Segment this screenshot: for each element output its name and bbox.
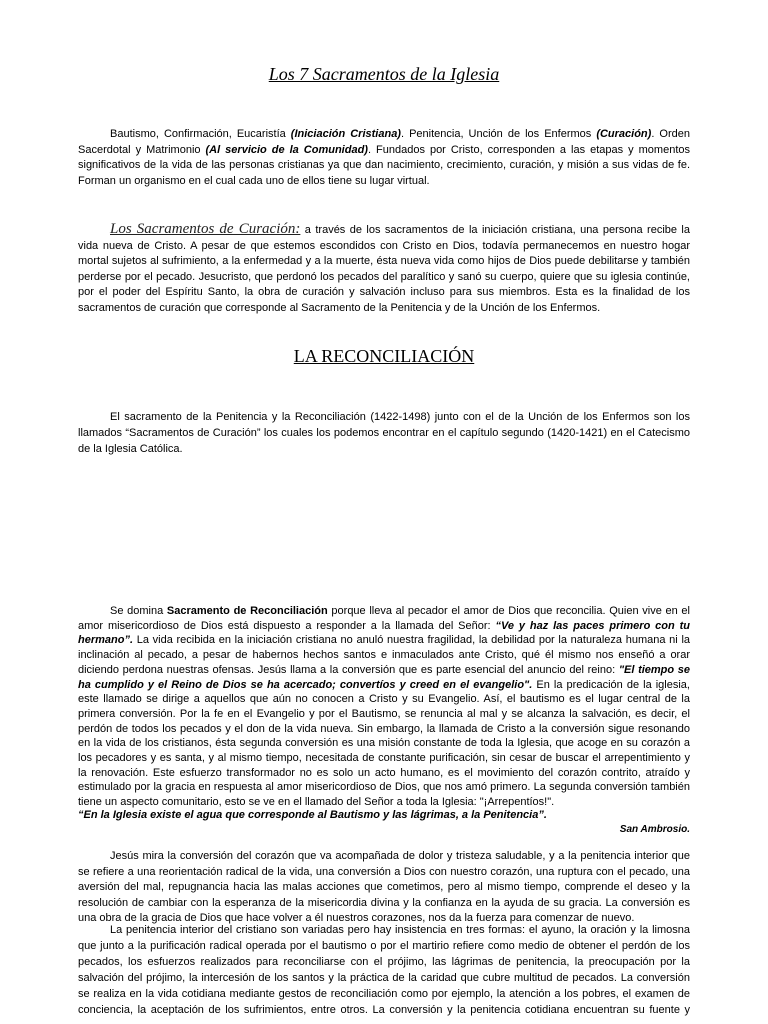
body-emphasis-quote: "El tiempo se ha cumplido y el Reino de Dios se ha acercado; convertíos y creed en el evangelio". xyxy=(78,663,691,691)
healing-sacraments-lead: Los Sacramentos de Curación: xyxy=(110,221,301,237)
intro-text: . Fundados por Cristo, corresponden a las etapas y momentos significativos de la vida de las personas cristianas ya que dan nacimiento, crecimiento, curación, y misión a sus vidas de fe. Forman un organismo en el cual cada uno de ellos tiene su lugar virtual. xyxy=(78,143,690,187)
healing-sacraments-text: a través de los sacramentos de la iniciación cristiana, una persona recibe la vida nueva de Cristo. A pesar de que estemos escondidos con Cristo en Dios, todavía permanecemos en nuestro hogar mortal sujetos al sufrimiento, a la enfermedad y a la muerte, ésta nueva vida como hijos de Dios puede debilitarse y también perderse por el pecado. Jesucristo, que perdonó los pecados del paralítico y sanó su cuerpo, quiere que su iglesia continúe, por el poder del Espíritu Santo, la obra de curación y salvación incluso para sus miembros. Esta es la finalidad de los sacramentos de curación que corresponde al Sacramento de la Penitencia y de la Unción de los Enfermos. xyxy=(78,224,690,314)
reconciliation-body-paragraph xyxy=(78,604,690,810)
intro-text: Bautismo, Confirmación, Eucaristía xyxy=(110,128,291,140)
quote-author: San Ambrosio. xyxy=(619,824,690,835)
intro-text: . Orden Sacerdotal y Matrimonio xyxy=(78,128,690,156)
penance-paragraph: La penitencia interior del cristiano son variadas pero hay insistencia en tres formas: el ayuno, la oración y la limosna que junto a la purificación radical operada por el bautismo o por el martirio refiere como medio de obtener el perdón de los pecados, los esfuerzos realizados para reconciliarse con el prójimo, las lágrimas de penitencia, la preocupación por la salvación del prójimo, la intercesión de los santos y la práctica de la caridad que cubre multitud de pecados. La conversión se realiza en la vida cotidiana mediante gestos de reconciliación como por ejemplo, la atención a los pobres, el examen de conciencia, la aceptación de los sufrimientos, entre otros. La conversión y la penitencia cotidiana encuentran su fuente y xyxy=(78,924,690,1016)
intro-emphasis: (Curación) xyxy=(596,128,652,140)
section-heading: LA RECONCILIACIÓN xyxy=(293,346,475,366)
body-text: Se domina xyxy=(110,605,167,617)
body-text: La vida recibida en la iniciación cristiana no anuló nuestra fragilidad, la debilidad por la naturaleza humana ni la inclinación al pecado, a pesar de habernos hechos santos e inmaculados ante Cristo, qué él mismo nos enseñó a orar diciendo perdona nuestras ofensas. Jesús llama a la conversión que es parte esencial del anuncio del reino: xyxy=(78,634,690,676)
reconciliation-intro-paragraph: El sacramento de la Penitencia y la Reconciliación (1422-1498) junto con el de la Unción de los Enfermos son los llamados “Sacramentos de Curación” los cuales los podemos encontrar en el capítulo segundo (1420-1421) en el Catecismo de la Iglesia Católica. xyxy=(78,411,690,455)
body-emphasis-quote: “Ve y haz las paces primero con tu hermano”. xyxy=(78,619,690,647)
intro-emphasis: (Iniciación Cristiana) xyxy=(290,128,401,140)
body-bold-term: Sacramento de Reconciliación xyxy=(166,605,328,617)
healing-sacraments-paragraph xyxy=(78,222,690,316)
intro-emphasis: (Al servicio de la Comunidad) xyxy=(205,143,368,156)
body-text: porque lleva al pecador el amor de Dios que reconcilia. Quien vive en el amor misericordioso de Dios está dispuesto a responder a la llamada del Señor: xyxy=(78,605,690,632)
document-title: Los 7 Sacramentos de la Iglesia xyxy=(268,64,500,84)
intro-paragraph xyxy=(78,127,690,189)
quote-text: “En la Iglesia existe el agua que corresponde al Bautismo y las lágrimas, a la Penitencia”. xyxy=(78,809,547,821)
body-text: En la predicación de la iglesia, este llamado se dirige a aquellos que aún no conocen a Cristo y su Evangelio. Así, el bautismo es el lugar central de la primera conversión. Por la fe en el Evangelio y por el Bautismo, se renuncia al mal y se alcanza la salvación, es decir, el perdón de todos los pecados y el don de la vida nueva. Sin embargo, la llamada de Cristo a la conversión sigue resonando en la vida de los cristianos, ésta segunda conversión es una misión constante de toda la Iglesia, que acoge en su corazón a los pecadores y es santa, y al mismo tiempo, necesitada de constante purificación, sin cesar de buscar el arrepentimiento y la renovación. Este esfuerzo transformador no es solo un acto humano, es el movimiento del corazón contrito, atraído y estimulado por la gracia en respuesta al amor misericordioso de Dios, que nos amó primero. La segunda conversión también tiene un aspecto comunitario, esto se ve en el llamado del Señor a toda la Iglesia: "¡Arrepentíos!". xyxy=(78,678,690,809)
intro-text: . Penitencia, Unción de los Enfermos xyxy=(400,128,597,140)
conversion-paragraph: Jesús mira la conversión del corazón que va acompañada de dolor y tristeza saludable, y a la penitencia interior que se refiere a una reorientación radical de la vida, una conversión a Dios con nuestro corazón, una ruptura con el pecado, una aversión del mal, repugnancia hacia las malas acciones que cometimos, pero al mismo tiempo, comprende el deseo y la resolución de cambiar con la esperanza de la misericordia divina y la confianza en la ayuda de su gracia. La conversión es una obra de la gracia de Dios que hace volver a él nuestros corazones, nos da la fuerza para comenzar de nuevo. xyxy=(78,850,690,924)
